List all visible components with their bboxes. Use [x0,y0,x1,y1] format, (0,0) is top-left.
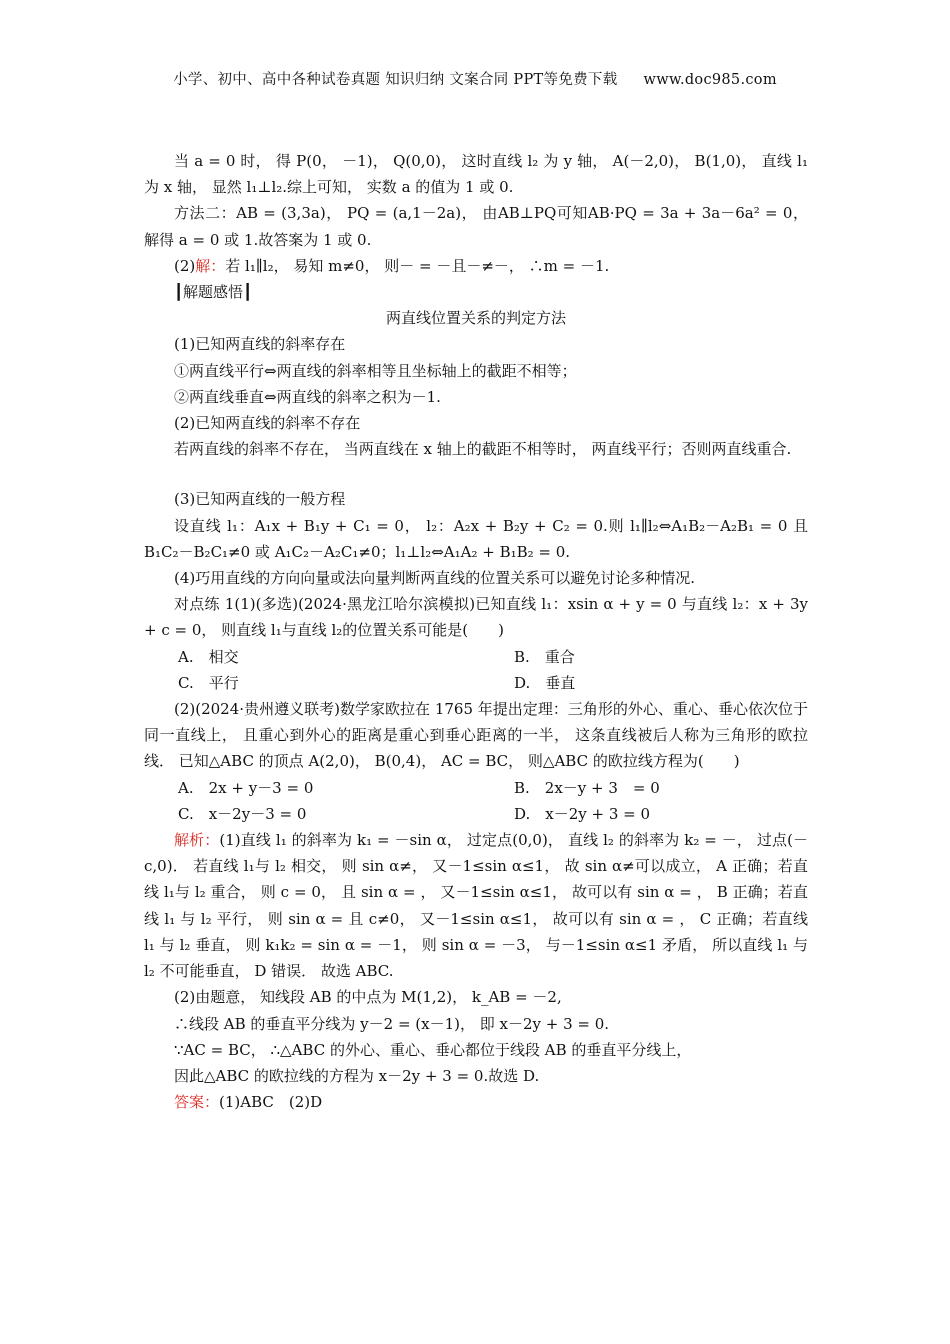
paragraph: (1)已知两直线的斜率存在 [174,335,346,354]
paragraph: 因此△ABC 的欧拉线的方程为 x－2y + 3 = 0.故选 D. [174,1066,540,1085]
options-row [144,775,808,801]
paragraph: ②两直线垂直⇔两直线的斜率之积为－1. [174,387,441,406]
options-row [144,801,808,827]
header-url[interactable]: www.doc985.com [643,72,777,88]
paragraph: (2)已知两直线的斜率不存在 [174,414,361,433]
item-label: (2) [174,256,196,275]
paragraph-solution-2 [144,253,808,279]
option-d: D. x－2y + 3 = 0 [514,804,651,823]
paragraph: ∴线段 AB 的垂直平分线为 y－2 = (x－1)， 即 x－2y + 3 = 0. [174,1014,610,1033]
page-header [0,68,950,89]
answer-paragraph [144,1089,808,1115]
paragraph: (4)巧用直线的方向向量或法向量判断两直线的位置关系可以避免讨论多种情况. [174,569,696,588]
option-c: C. 平行 [178,673,239,692]
paragraph: 当 a = 0 时， 得 P(0， －1)， Q(0,0)， 这时直线 l₂ 为 y 轴， A(－2,0)， B(1,0)， 直线 l₁ 为 x 轴， 显然 l₁⊥l₂.综上可知， 实数 a 的值为 1 或 0. [144,152,808,197]
question-2: (2)(2024·贵州遵义联考)数学家欧拉在 1765 年提出定理：三角形的外心、重心、垂心依次位于同一直线上， 且重心到外心的距离是重心到垂心距离的一半， 这条直线被后人称为三角形的欧拉线． 已知△ABC 的顶点 A(2,0)， B(0,4)， AC = BC， 则△ABC 的欧拉线方程为( ) [144,700,808,771]
solution-text: 若 l₁∥l₂， 易知 m≠0， 则－ = －且－≠－， ∴m = －1. [225,256,610,275]
analysis-label: 解析： [174,831,220,850]
paragraph: ∵AC = BC， ∴△ABC 的外心、重心、垂心都位于线段 AB 的垂直平分线上， [174,1040,692,1059]
analysis-text: (1)直线 l₁ 的斜率为 k₁ = －sin α， 过定点(0,0)， 直线 l₂ 的斜率为 k₂ = －， 过点(－c,0)． 若直线 l₁与 l₂ 相交， 则 sin α≠， 又－1≤sin α≤1， 故 sin α≠可以成立， A 正确；若直线 l₁与 l₂ 重合， 则 c = 0， 且 sin α = ， 又－1≤sin α≤1， 故可以有 sin α = ， B 正确；若直线 l₁ 与 l₂ 平行， 则 sin α = 且 c≠0， 又－1≤sin α≤1， 故可以有 sin α = ， C 正确；若直线 l₁ 与 l₂ 垂直， 则 k₁k₂ = sin α = －1， 则 sin α = －3， 与－1≤sin α≤1 矛盾， 所以直线 l₁ 与 l₂ 不可能垂直， D 错误． 故选 ABC. [144,831,808,981]
answer-text: (1)ABC (2)D [219,1093,323,1112]
paragraph: (3)已知两直线的一般方程 [174,490,346,509]
section-title: 两直线位置关系的判定方法 [385,309,566,328]
options-row [144,644,808,670]
analysis-paragraph [144,827,808,984]
document-body [144,148,808,1115]
paragraph: 方法二：AB = (3,3a)， PQ = (a,1－2a)， 由AB⊥PQ可知AB·PQ = 3a + 3a－6a² = 0， 解得 a = 0 或 1.故答案为 1 或 0. [144,204,808,249]
options-row [144,670,808,696]
option-b: B. 重合 [514,647,575,666]
spacer [144,462,808,486]
paragraph: 设直线 l₁：A₁x + B₁y + C₁ = 0， l₂：A₂x + B₂y + C₂ = 0.则 l₁∥l₂⇔A₁B₂－A₂B₁ = 0 且 B₁C₂－B₂C₁≠0 或 A₁C₂－A₂C₁≠0；l₁⊥l₂⇔A₁A₂ + B₁B₂ = 0. [144,516,808,561]
paragraph: 若两直线的斜率不存在， 当两直线在 x 轴上的截距不相等时， 两直线平行；否则两直线重合. [174,440,792,459]
paragraph: (2)由题意， 知线段 AB 的中点为 M(1,2)， k_AB = －2, [174,988,562,1007]
section-label: ┃解题感悟┃ [174,283,253,302]
option-b: B. 2x－y + 3 = 0 [514,778,660,797]
option-d: D. 垂直 [514,673,576,692]
option-a: A. 2x + y－3 = 0 [178,778,314,797]
solution-label: 解： [195,256,226,275]
option-a: A. 相交 [178,647,239,666]
paragraph: ①两直线平行⇔两直线的斜率相等且坐标轴上的截距不相等； [174,361,577,380]
header-text: 小学、初中、高中各种试卷真题 知识归纳 文案合同 PPT等免费下载 [173,72,618,88]
option-c: C. x－2y－3 = 0 [178,804,307,823]
question-1: 对点练 1(1)(多选)(2024·黑龙江哈尔滨模拟)已知直线 l₁：xsin α + y = 0 与直线 l₂：x + 3y + c = 0， 则直线 l₁与直线 l₂的位置关系可能是( ) [144,595,808,640]
answer-label: 答案： [174,1093,220,1112]
